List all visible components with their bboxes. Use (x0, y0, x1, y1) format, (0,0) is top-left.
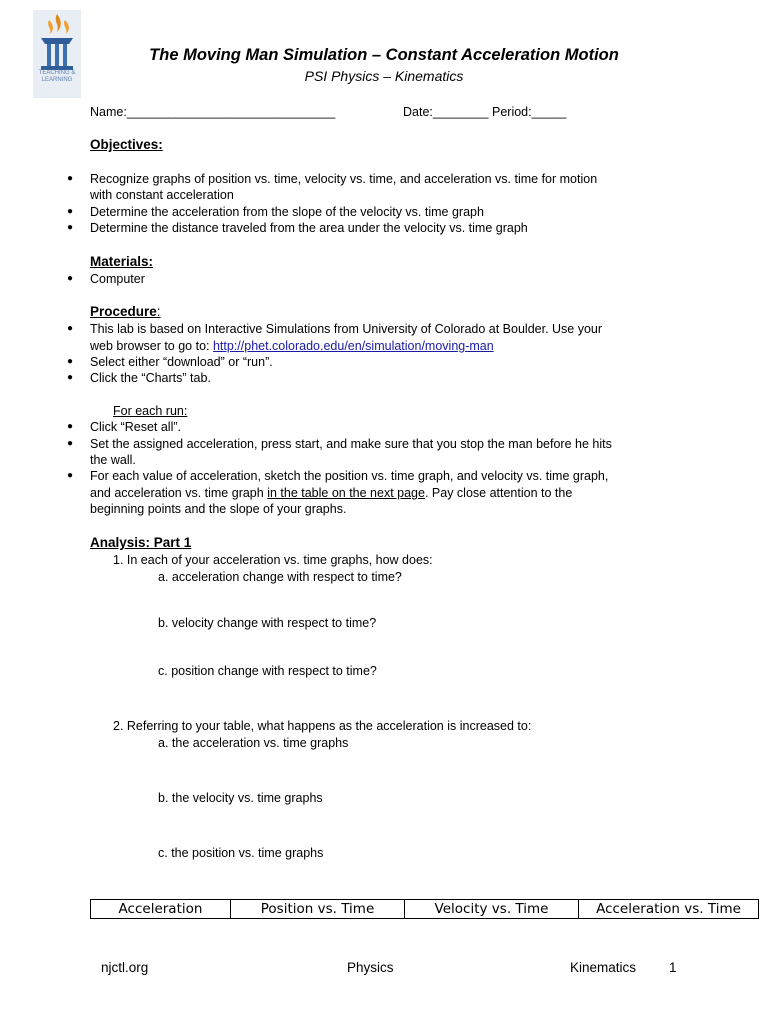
table-header-cell: Acceleration (91, 900, 231, 919)
procedure-step: This lab is based on Interactive Simulations from University of Colorado at Boulder. Use your (90, 322, 603, 336)
name-label: Name: (90, 105, 127, 119)
analysis-heading: Analysis: Part 1 (90, 535, 192, 550)
bullet-icon: ● (67, 273, 74, 284)
date-blank: ________ (432, 105, 489, 119)
results-table (90, 899, 759, 919)
date-label: Date: (403, 105, 433, 119)
objective-item: Determine the acceleration from the slope of the velocity vs. time graph (90, 205, 484, 219)
run-step: Set the assigned acceleration, press start, and make sure that you stop the man before he hits (90, 437, 612, 451)
bullet-icon: ● (67, 356, 74, 367)
question-part: b. velocity change with respect to time? (158, 616, 377, 630)
question-part: c. the position vs. time graphs (158, 846, 324, 860)
period-blank: _____ (531, 105, 567, 119)
bullet-icon: ● (67, 222, 74, 233)
table-header-cell: Position vs. Time (231, 900, 405, 919)
bullet-icon: ● (67, 323, 74, 334)
procedure-step: Click the “Charts” tab. (90, 371, 211, 385)
page-number: 1 (669, 960, 677, 975)
bullet-icon: ● (67, 421, 74, 432)
run-step: beginning points and the slope of your graphs. (90, 502, 347, 516)
material-item: Computer (90, 272, 145, 286)
run-step: For each value of acceleration, sketch the position vs. time graph, and velocity vs. time graph, (90, 469, 609, 483)
phet-link[interactable]: http://phet.colorado.edu/en/simulation/moving-man (212, 339, 494, 353)
objective-item: with constant acceleration (90, 188, 234, 202)
for-each-run-subheading: For each run: (113, 404, 188, 418)
question-part: a. the acceleration vs. time graphs (158, 736, 349, 750)
bullet-icon: ● (67, 438, 74, 449)
bullet-icon: ● (67, 206, 74, 217)
question: 1. In each of your acceleration vs. time graphs, how does: (113, 553, 433, 567)
footer-center: Physics (347, 960, 394, 975)
footer-left: njctl.org (101, 960, 149, 975)
name-field[interactable] (90, 104, 335, 121)
objective-item: Recognize graphs of position vs. time, velocity vs. time, and acceleration vs. time for motion (90, 172, 598, 186)
bullet-icon: ● (67, 470, 74, 481)
footer-right: Kinematics (570, 960, 637, 975)
question: 2. Referring to your table, what happens as the acceleration is increased to: (113, 719, 532, 733)
name-blank: ______________________________ (126, 105, 336, 119)
date-period-fields[interactable] (403, 104, 566, 121)
table-header-row (91, 900, 759, 919)
question-part: a. acceleration change with respect to time? (158, 570, 402, 584)
question-part: b. the velocity vs. time graphs (158, 791, 323, 805)
run-step: and acceleration vs. time graph in the table on the next page. Pay close attention to the (90, 486, 573, 500)
bullet-icon: ● (67, 173, 74, 184)
materials-heading: Materials: (90, 254, 154, 269)
logo-text: TEACHING & LEARNING (38, 70, 76, 83)
page-title: The Moving Man Simulation – Constant Acceleration Motion (149, 46, 619, 64)
table-header-cell: Acceleration vs. Time (579, 900, 759, 919)
objective-item: Determine the distance traveled from the area under the velocity vs. time graph (90, 221, 528, 235)
run-step: the wall. (90, 453, 136, 467)
procedure-step: web browser to go to: http://phet.colorado.edu/en/simulation/moving-man (90, 339, 494, 353)
run-step: Click “Reset all”. (90, 420, 181, 434)
bullet-icon: ● (67, 372, 74, 383)
table-header-cell: Velocity vs. Time (405, 900, 579, 919)
objectives-heading: Objectives: (90, 137, 163, 152)
question-part: c. position change with respect to time? (158, 664, 377, 678)
page-subtitle: PSI Physics – Kinematics (304, 68, 464, 84)
procedure-heading: Procedure: (90, 304, 161, 319)
period-label: Period: (492, 105, 532, 119)
procedure-step: Select either “download” or “run”. (90, 355, 273, 369)
